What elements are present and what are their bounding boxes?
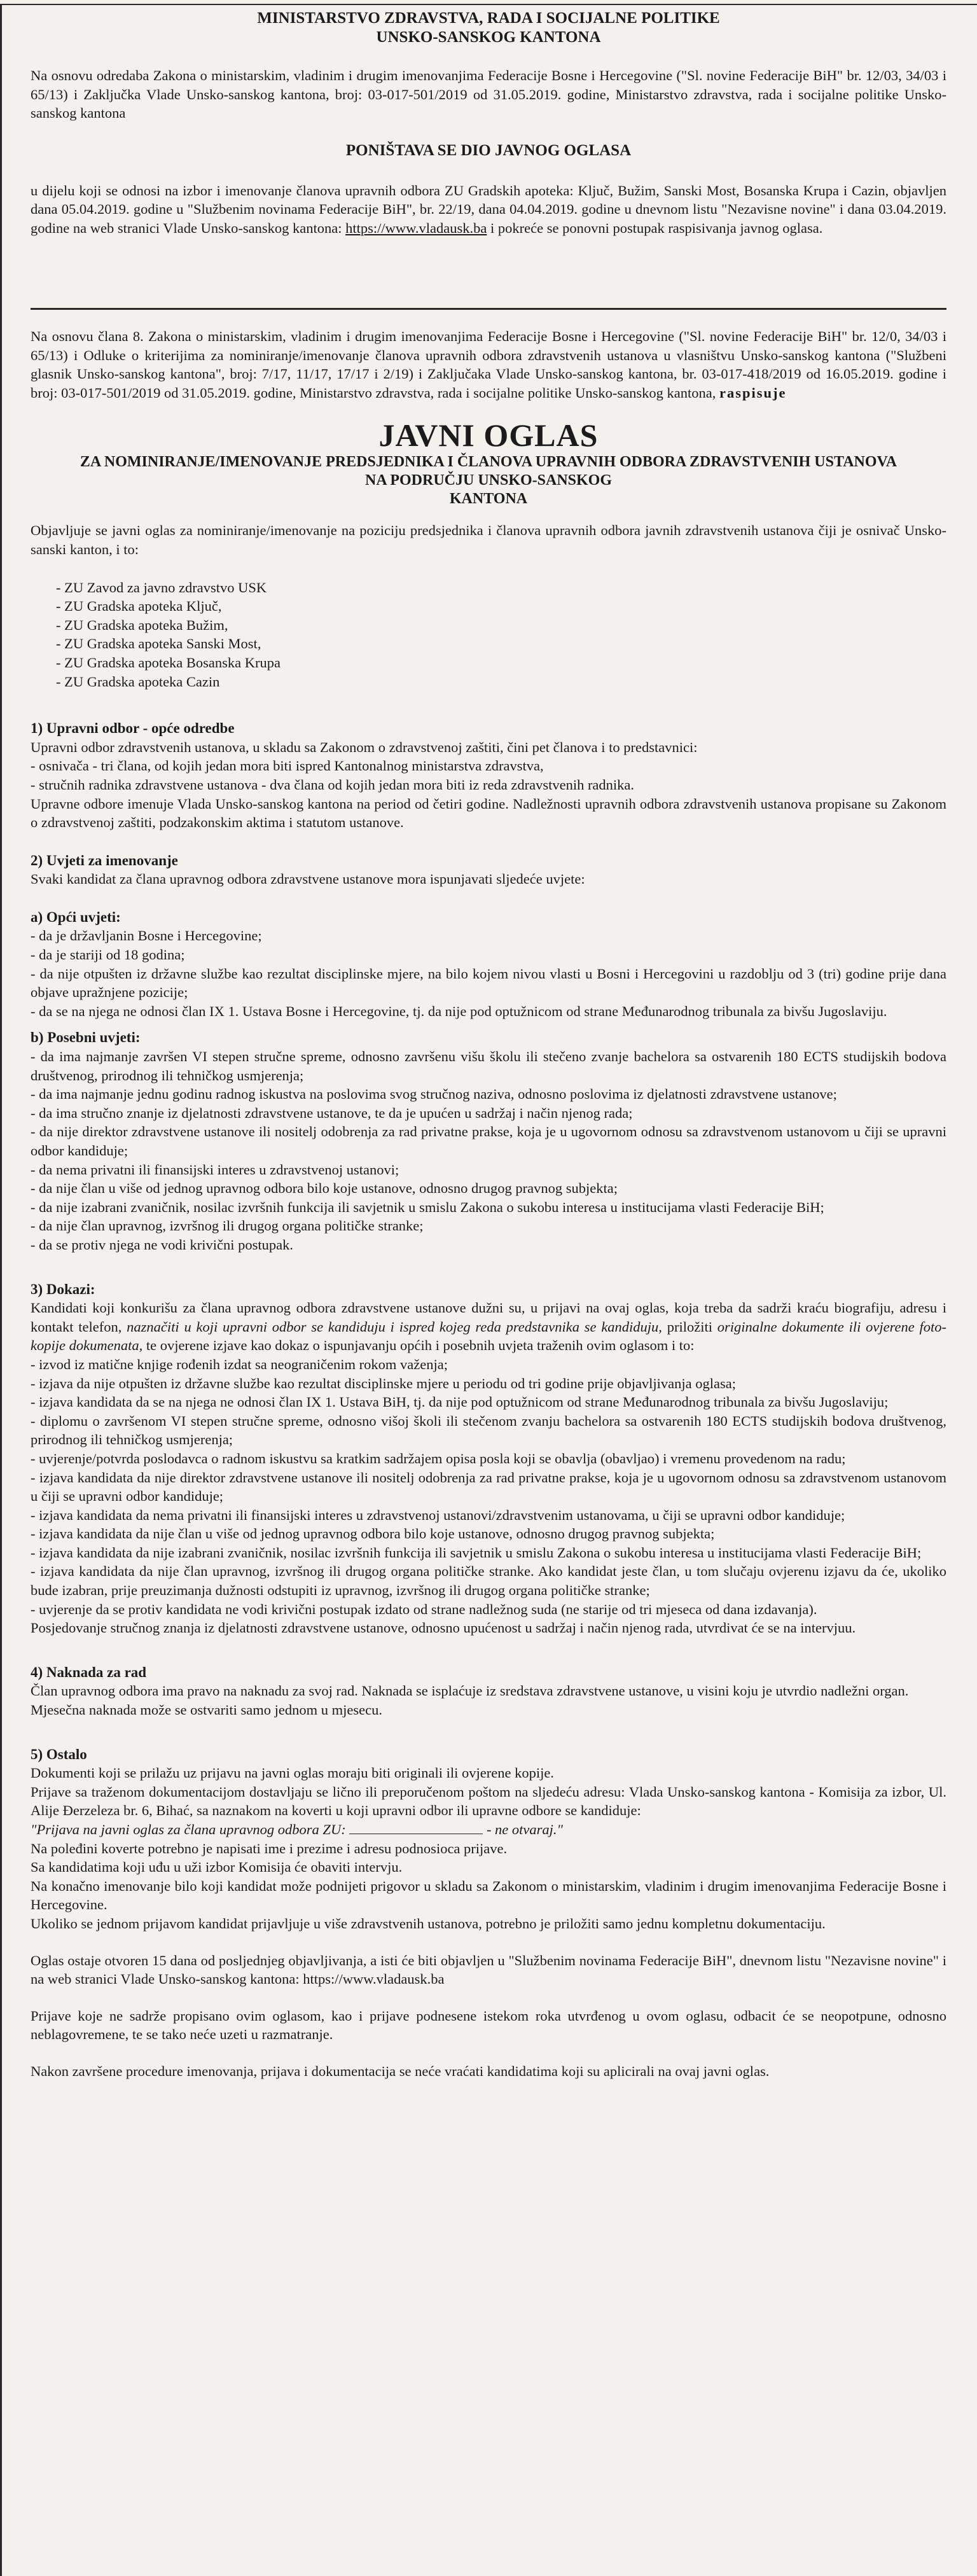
list-item: - ZU Gradska apoteka Sanski Most, xyxy=(56,636,261,652)
section-heading: 1) Upravni odbor - opće odredbe xyxy=(31,720,235,737)
section-compensation xyxy=(31,1663,946,1720)
list-item: - izjava kandidata da nije izabrani zvaničnik, nosilac izvršnih funkcija ili savjetnik u smislu Zakona o sukobu interesa u institucijama vlasti Federacije BiH; xyxy=(31,1544,922,1561)
list-item: - da ima najmanje završen VI stepen stručne spreme, odnosno završenu višu školu ili stečeno zvanje bachelora sa ostvarenih 180 ECTS studijskih bodova društvenog, prirodnog ili tehničkog usmjerenja; xyxy=(31,1048,946,1083)
rejection-paragraph: Prijave koje ne sadrže propisano ovim oglasom, kao i prijave podnesene istekom roka utvrđenog u ovom oglasu, odbacit će se neopotpune, odnosno neblagovremene, te se tako neće uzeti u razmatranje. xyxy=(31,2007,946,2043)
list-item: - ZU Gradska apoteka Ključ, xyxy=(56,598,222,615)
section-heading: 2) Uvjeti za imenovanje xyxy=(31,852,178,868)
list-item: - diplomu o završenom VI stepen stručne spreme, odnosno višoj školi ili stečenom zvanju bachelora sa ostvarenih 180 ECTS studijskih bodova društvenog, prirodnog ili tehničkog usmjerenja; xyxy=(31,1412,946,1448)
javni-oglas-title: JAVNI OGLAS xyxy=(378,417,599,454)
list-item: - uvjerenje/potvrda poslodavca o radnom iskustvu sa kratkim sadržajem opisa posla koji se obavlja (obavljao) i vremenu provedenom na radu; xyxy=(31,1450,846,1466)
ministry-name-line2: UNSKO-SANSKOG KANTONA xyxy=(376,29,601,46)
evidence-lead-italic: naznačiti u koji upravni odbor se kandiduju i ispred kojeg reda predstavnika se kandiduju, xyxy=(127,1318,662,1335)
cancellation-title: PONIŠTAVA SE DIO JAVNOG OGLASA xyxy=(345,141,632,159)
section-heading: 4) Naknada za rad xyxy=(31,1664,147,1680)
section-line: Upravni odbor zdravstvenih ustanova, u skladu sa Zakonom o zdravstvenoj zaštiti, čini pet članova i to predstavnici: xyxy=(31,739,698,755)
cancellation-notice xyxy=(31,66,946,238)
list-item: - izjava kandidata da se na njega ne odnosi član IX 1. Ustava BiH, tj. da nije pod optužnicom od strane Međunarodnog tribunala za bivšu Jugoslaviju; xyxy=(31,1394,889,1410)
institutions-list xyxy=(56,578,946,692)
list-item: - ZU Gradska apoteka Cazin xyxy=(56,673,220,690)
final-paragraph: Nakon završene procedure imenovanja, prijava i dokumentacija se neće vraćati kandidatima koji su aplicirali na ovaj javni oglas. xyxy=(31,2063,770,2079)
list-item: - da ima najmanje jednu godinu radnog iskustva na poslovima svog stručnog naziva, odnosno poslovima iz djelatnosti zdravstvene ustanove; xyxy=(31,1086,837,1103)
list-item: - izjava kandidata da nije član u više od jednog upravnog odbora bilo koje ustanove, odnosno drugog pravnog subjekta; xyxy=(31,1526,715,1542)
section-heading: 3) Dokazi: xyxy=(31,1281,95,1297)
announcement-subtitle-3: KANTONA xyxy=(449,491,528,508)
list-item: - da nije član upravnog, izvršnog ili drugog organa političke stranke; xyxy=(31,1218,424,1234)
section-heading: 5) Ostalo xyxy=(31,1746,87,1762)
list-item: - da se na njega ne odnosi član IX 1. Ustava Bosne i Hercegovine, tj. da nije pod optužnicom od strane Međunarodnog tribunala za bivšu Jugoslaviju. xyxy=(31,1003,887,1019)
list-item: - izjava kandidata da nije direktor zdravstvene ustanove ili nositelj odobrenja za rad privatne prakse, koja je u ugovornom odnosu sa zdravstvenom ustanovom u čiji se upravni odbor kandiduje; xyxy=(31,1469,946,1505)
section-general-provisions xyxy=(31,719,946,832)
general-conditions-heading: a) Opći uvjeti: xyxy=(31,909,121,925)
cancellation-intro: Na osnovu odredaba Zakona o ministarskim, vladinim i drugim imenovanjima Federacije Bosne i Hercegovine ("Sl. novine Federacije BiH" br. 12/03, 34/03 i 65/13) i Zaključka Vlade Unsko-sanskog kantona, broj: 03-017-501/2019 od 31.05.2019. godine, Ministarstvo zdravstva, rada i socijalne politike Unsko-sanskog kantona xyxy=(31,67,946,122)
evidence-lead xyxy=(31,1298,946,1355)
list-item: - ZU Zavod za javno zdravstvo USK xyxy=(56,579,267,595)
envelope-label-end: - ne otvaraj." xyxy=(486,1821,563,1837)
evidence-lead-c: te ovjerene izjave kao dokaz o ispunjavanju općih i posebnih uvjeta traženih ovim oglasom i to: xyxy=(146,1337,695,1354)
announcement-intro xyxy=(31,327,946,402)
raspisuje-word: raspisuje xyxy=(719,384,787,401)
section-line: - stručnih radnika zdravstvene ustanova - dva člana od kojih jedan mora biti iz reda zdravstvenih radnika. xyxy=(31,776,635,793)
list-item: - da nije otpušten iz državne službe kao rezultat disciplinske mjere, na bilo kojem nivou vlasti u Bosni i Hercegovini u razdoblju od 3 (tri) godine prije dana objave upražnjene pozicije; xyxy=(31,965,946,1001)
list-item: - ZU Gradska apoteka Bosanska Krupa xyxy=(56,654,281,671)
section-paragraph: Posjedovanje stručnog znanja iz djelatnosti zdravstvene ustanove, odnosno upućenost u sadržaj i način njenog rada, utvrdivat će se na intervjuu. xyxy=(31,1620,856,1636)
section-evidence xyxy=(31,1280,946,1638)
cancellation-tail: i pokreće se ponovni postupak raspisivanja javnog oglasa. xyxy=(490,219,823,236)
envelope-blank xyxy=(349,1822,483,1834)
list-item: - ZU Gradska apoteka Bužim, xyxy=(56,616,228,633)
list-item: - uvjerenje da se protiv kandidata ne vodi krivični postupak izdato od strane nadležnog suda (ne starije od tri mjeseca od dana izdavanja). xyxy=(31,1601,817,1617)
announcement-lead: Objavljuje se javni oglas za nominiranje/imenovanje na poziciju predsjednika i članova upravnih odbora javnih zdravstvenih ustanova čiji je osnivač Unsko-sanski kanton, i to: xyxy=(31,522,946,557)
evidence-lead-italic2: originalne dokumente ili ovjerene foto-kopije dokumenata, xyxy=(31,1318,947,1354)
open-period-paragraph: Oglas ostaje otvoren 15 dana od posljednjeg objavljivanja, a isti će biti objavljen u "Službenim novinama Federacije BiH", dnevnom listu "Nezavisne novine" i na web stranici Vlade Unsko-sanskog kantona: https://www.vladausk.ba xyxy=(31,1952,946,1988)
list-item: - izjava kandidata da nema privatni ili finansijski interes u zdravstvenoj ustanovi/zdravstvenim ustanovama, u čiji se upravni odbor kandiduje; xyxy=(31,1507,845,1523)
evidence-lead-b: priložiti xyxy=(667,1318,712,1335)
evidence-lead-a: Kandidati koji konkurišu za člana upravnog odbora zdravstvene ustanove dužni su, u prijavi na ovaj oglas, koja treba da sadrži kraću biografiju, adresu i kontakt telefon, xyxy=(31,1300,946,1335)
section-line: Prijave sa traženom dokumentacijom dostavljaju se lično ili preporučenom poštom na sljedeću adresu: Vlada Unsko-sanskog kantona - Komisija za izbor, Ul. Alije Đerzeleza br. 6, Bihać, sa naznakom na koverti u koji upravni odbor ili upravne odbore se kandiduje: xyxy=(31,1783,946,1819)
section-conditions xyxy=(31,851,946,1255)
section-paragraph: Upravne odbore imenuje Vlada Unsko-sanskog kantona na period od četiri godine. Nadležnosti upravnih odbora zdravstvenih ustanova propisane su Zakonom o zdravstvenoj zaštiti, podzakonskim aktima i statutom ustanove. xyxy=(31,795,946,831)
list-item: - izjava da nije otpušten iz državne službe kao rezultat disciplinske mjere u periodu od tri godine prije objavljivanja oglasa; xyxy=(31,1375,737,1391)
list-item: - da nije član u više od jednog upravnog odbora bilo koje ustanove, odnosno drugog pravnog subjekta; xyxy=(31,1180,618,1197)
list-item: - da nije direktor zdravstvene ustanove ili nositelj odobrenja za rad privatne prakse, koja je u ugovornom odnosu sa zdravstvenom ustanovom u čiji se upravni odbor kandiduje; xyxy=(31,1124,946,1159)
list-item: - da ima stručno znanje iz djelatnosti zdravstvene ustanove, te da je upućen u sadržaj i način njenog rada; xyxy=(31,1104,633,1121)
list-item: - da je stariji od 18 godina; xyxy=(31,947,185,963)
section-line: Ukoliko se jednom prijavom kandidat prijavljuje u više zdravstvenih ustanova, potrebno je priložiti samo jednu kompletnu dokumentaciju. xyxy=(31,1915,826,1932)
vladausk-link[interactable]: https://www.vladausk.ba xyxy=(345,219,487,236)
announcement-subtitle-2: NA PODRUČJU UNSKO-SANSKOG xyxy=(364,472,613,489)
list-item: - da se protiv njega ne vodi krivični postupak. xyxy=(31,1236,294,1253)
ministry-header xyxy=(31,9,946,47)
announcement-intro-text: Na osnovu člana 8. Zakona o ministarskim, vladinim i drugim imenovanjima Federacije Bosne i Hercegovine ("Sl. novine Federacije BiH" br. 12/0, 34/03 i 65/13) i Odluke o kriterijima za nominiranje/imenovanje članova upravnih odbora zdravstvenih ustanova u vlasništvu Unsko-sanskog kantona ("Službeni glasnik Unsko-sanskog kantona", broj: 7/17, 11/17, 17/17 i 2/19) i Zaključaka Vlade Unsko-sanskog kantona, br. 03-017-418/2019 od 16.05.2019. godine i broj: 03-017-501/2019 od 31.05.2019. godine, Ministarstvo zdravstva, rada i socijalne politike Unsko-sanskog kantona, xyxy=(31,328,946,401)
announcement xyxy=(31,327,946,2081)
ministry-name-line1: MINISTARSTVO ZDRAVSTVA, RADA I SOCIJALNE POLITIKE xyxy=(257,10,720,27)
envelope-label-start: "Prijava na javni oglas za člana upravnog odbora ZU: xyxy=(31,1821,346,1837)
section-line: Sa kandidatima koji uđu u uži izbor Komisija će obaviti intervju. xyxy=(31,1859,403,1876)
special-conditions-heading: b) Posebni uvjeti: xyxy=(31,1029,141,1046)
announcement-subtitle-1: ZA NOMINIRANJE/IMENOVANJE PREDSJEDNIKA I ČLANOVA UPRAVNIH ODBORA ZDRAVSTVENIH USTANOVA xyxy=(80,454,897,471)
section-paragraph: Član upravnog odbora ima pravo na naknadu za svoj rad. Naknada se isplaćuje iz sredstava zdravstvene ustanove, u visini koju je utvrdio nadležni organ. xyxy=(31,1683,909,1699)
section-other xyxy=(31,1745,946,2081)
section-paragraph: Mjesečna naknada može se ostvariti samo jednom u mjesecu. xyxy=(31,1702,382,1718)
cancellation-body-text: u dijelu koji se odnosi na izbor i imenovanje članova upravnih odbora ZU Gradskih apoteka: Ključ, Bužim, Sanski Most, Bosanska Krupa i Cazin, objavljen dana 05.04.2019. godine u "Službenim novinama Federacije BiH", br. 22/19, dana 04.04.2019. godine u dnevnom listu "Nezavisne novine" i dana 03.04.2019. godine na web stranici Vlade Unsko-sanskog kantona: xyxy=(31,182,946,236)
section-divider xyxy=(31,308,946,310)
list-item: - izjava kandidata da nije član upravnog, izvršnog ili drugog organa političke stranke. Ako kandidat jeste član, u tom slučaju ovjerenu izjavu da će, ukoliko bude izabran, prije preuzimanja dužnosti odstupiti iz upravnog, izvršnog ili drugog organa političke stranke; xyxy=(31,1563,946,1599)
section-line: Dokumenti koji se prilažu uz prijavu na javni oglas moraju biti originali ili ovjerene kopije. xyxy=(31,1765,554,1781)
list-item: - izvod iz matične knjige rođenih izdat sa neograničenim rokom važenja; xyxy=(31,1356,448,1372)
list-item: - da je državljanin Bosne i Hercegovine; xyxy=(31,928,262,944)
section-line: - osnivača - tri člana, od kojih jedan mora biti ispred Kantonalnog ministarstva zdravstva, xyxy=(31,758,544,774)
list-item: - da nije izabrani zvaničnik, nosilac izvršnih funkcija ili savjetnik u smislu Zakona o sukobu interesa u institucijama vlasti Federacije BiH; xyxy=(31,1199,824,1215)
section-line: Na konačno imenovanje bilo koji kandidat može podnijeti prigovor u skladu sa Zakonom o ministarskim, vladinim i drugim imenovanjima Federacije Bosne i Hercegovine. xyxy=(31,1877,946,1913)
cancellation-body xyxy=(31,181,946,238)
envelope-label-line xyxy=(31,1820,946,1839)
section-lead: Svaki kandidat za člana upravnog odbora zdravstvene ustanove mora ispunjavati sljedeće uvjete: xyxy=(31,871,585,888)
list-item: - da nema privatni ili finansijski interes u zdravstvenoj ustanovi; xyxy=(31,1161,399,1178)
section-line: Na poleđini koverte potrebno je napisati ime i prezime i adresu podnosioca prijave. xyxy=(31,1840,508,1856)
